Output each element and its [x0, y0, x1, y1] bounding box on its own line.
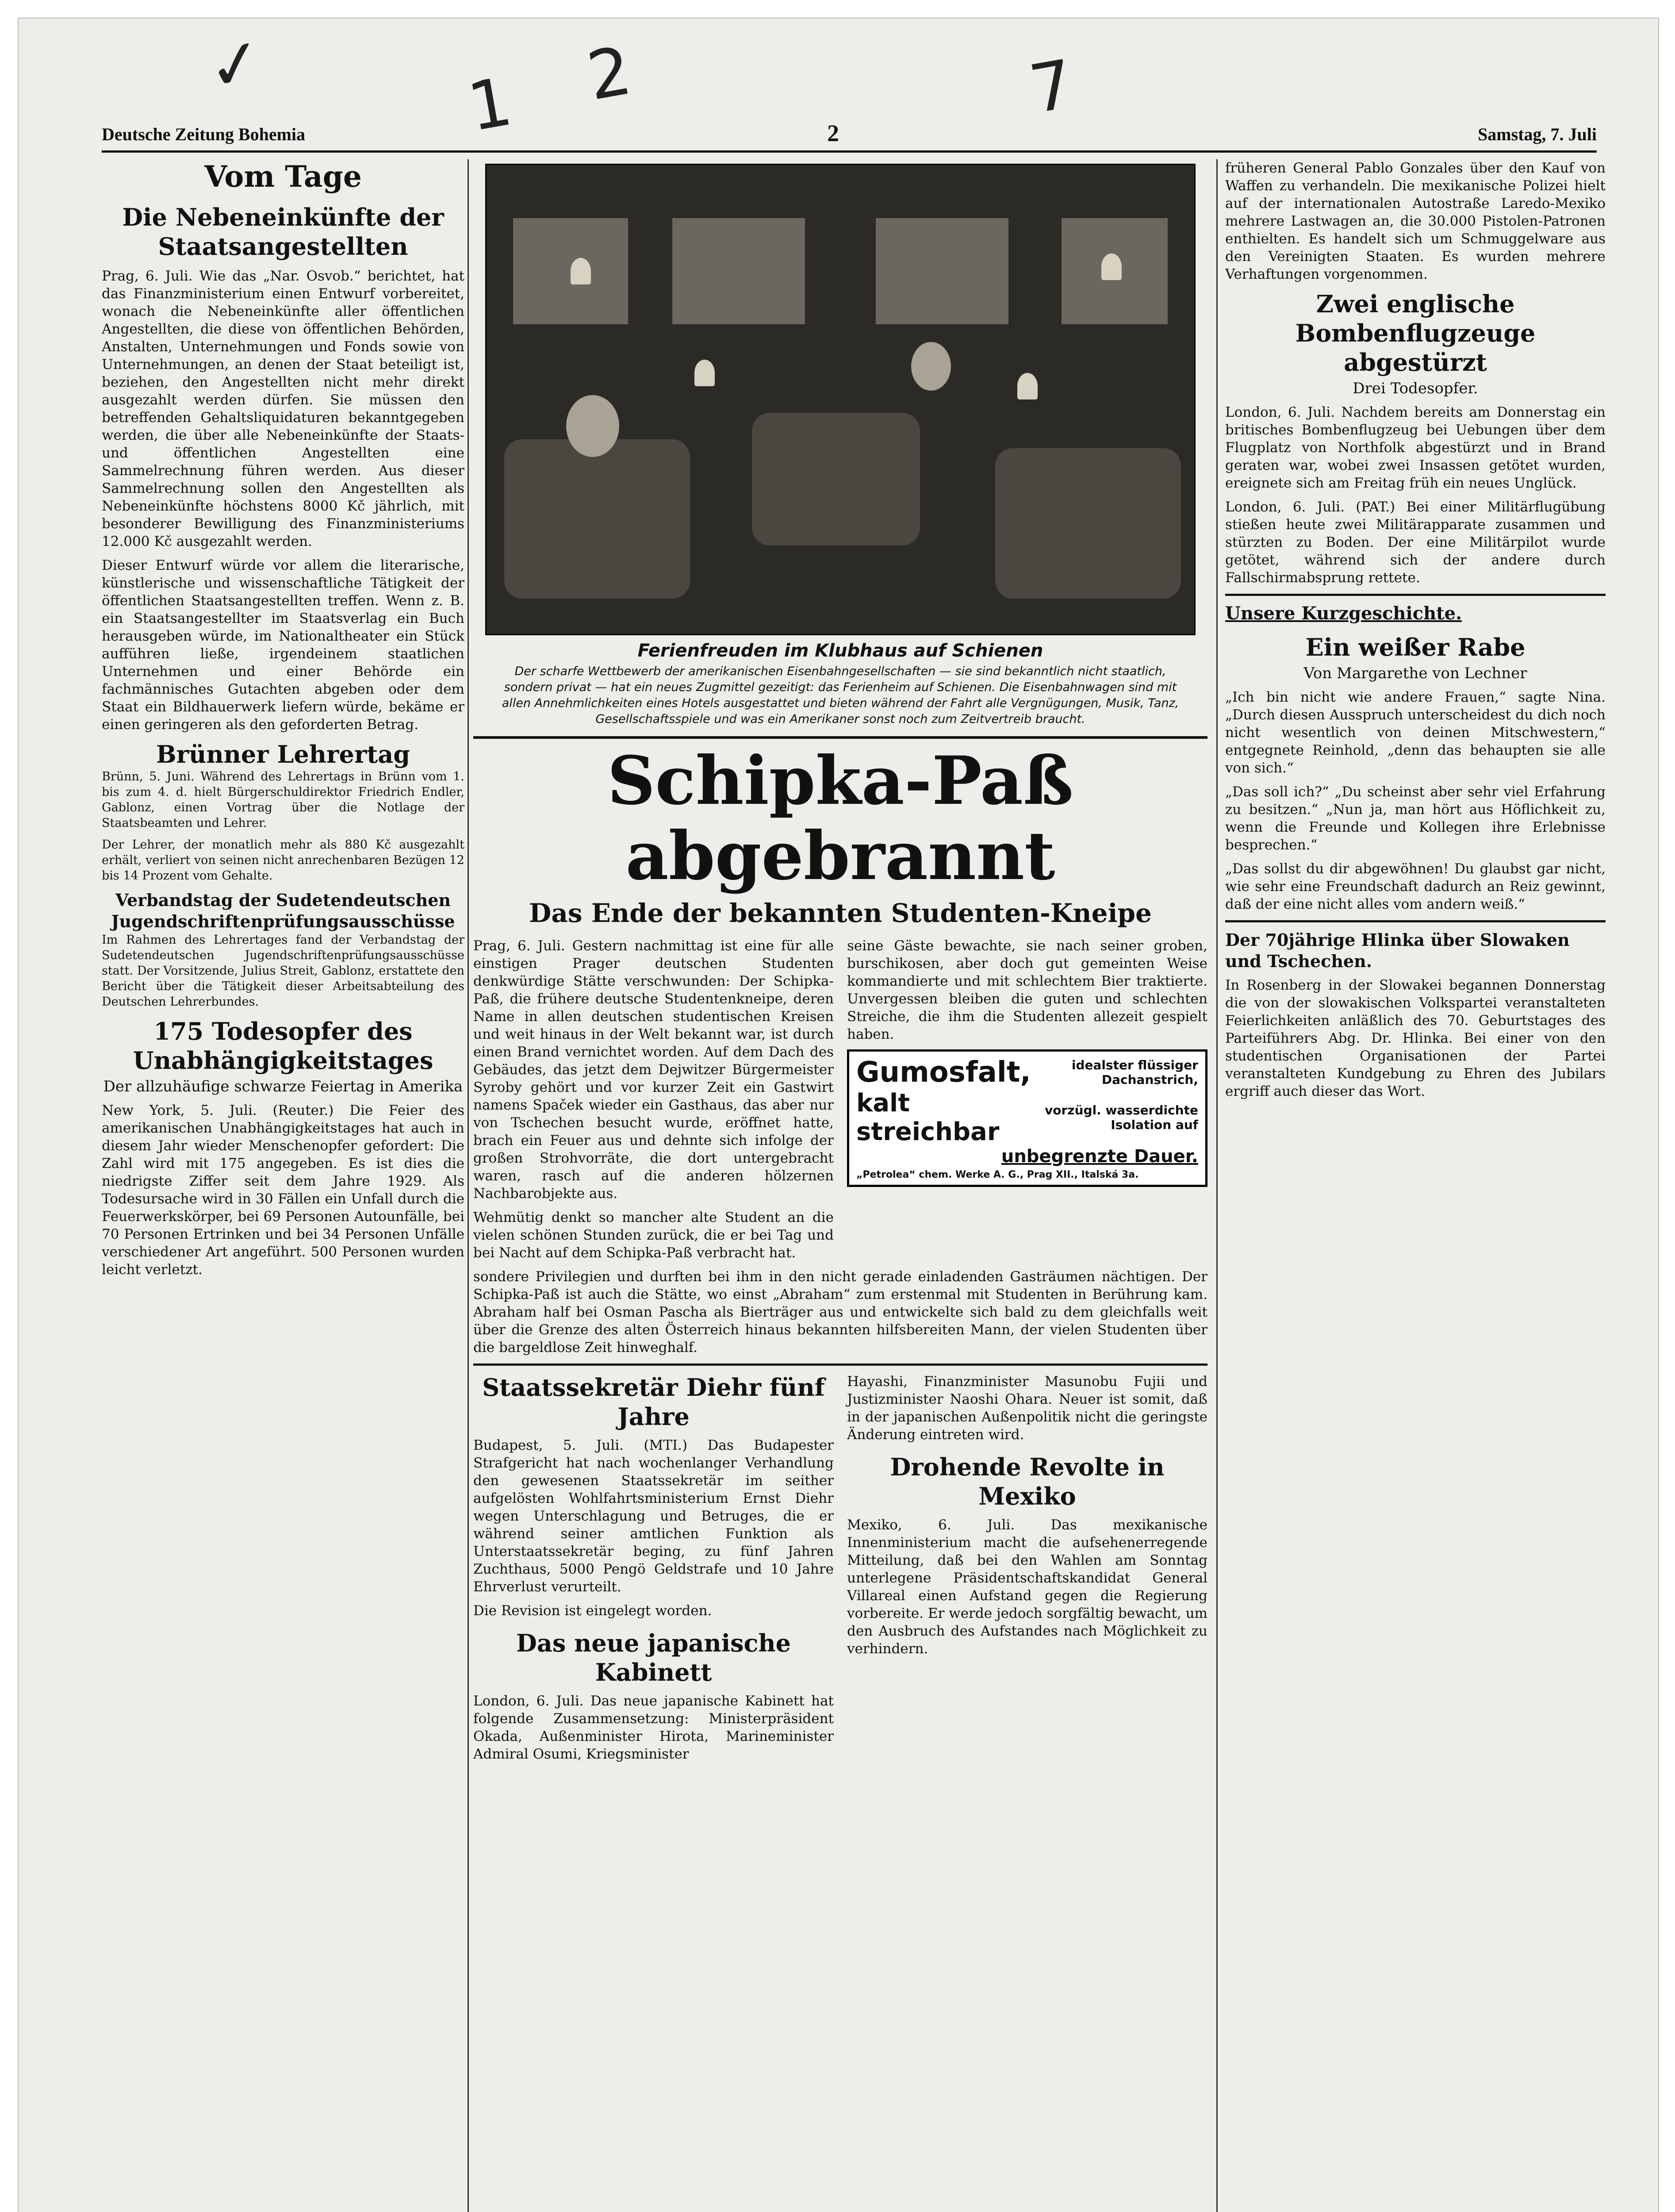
lamp-shape — [1017, 373, 1038, 399]
armchair-shape — [995, 448, 1181, 599]
divider — [1225, 594, 1606, 596]
article-paragraph: früheren General Pablo Gonzales über den Kauf von Waffen zu verhandeln. Die mexikanische Polizei hielt auf der internationalen Autostraße Laredo-Mexiko mehrere Lastwagen an, die 30.000 Pistolen-Patronen enthielten. Es handelt sich um Schmuggelware aus den Vereinigten Staaten. Es wurden mehrere Verhaftungen vorgenommen. — [1225, 160, 1606, 282]
article-subtitle: Der allzuhäufige schwarze Feiertag in Amerika — [103, 1078, 463, 1095]
photo-window — [672, 218, 805, 324]
article-paragraph: Dieser Entwurf würde vor allem die literarische, künstlerische und wissenschaftliche Tätigkeit der öffentlichen Staatsangestellten treffen. Wenn z. B. ein Staatsangestellter im Staatsverlag ein Buch herausgeben würde, im Nationaltheater ein Stück aufführen ließe, irgendeinem staatlichen Unternehmen und einer Behörde ein fachmännisches Gutachten abgeben oder dem Staat ein Bildhauerwerk liefern würde, bekäme er einen geringeren als den geforderten Betrag. — [102, 557, 464, 733]
photo-caption: Der scharfe Wettbewerb der amerikanischen Eisenbahngesellschaften — sie sind bekanntlich nicht staatlich, sondern privat — hat ein neues Zugmittel gezeitigt: das Ferienheim auf Schienen. Die Eisenbahnwagen sind mit allen Annehmlichkeiten eines Hotels ausgestattet und bieten während der Fahrt alle Vergnügungen, Musik, Tanz, Gesellschaftsspiele und was ein Amerikaner sonst noch zum Zeitvertreib braucht. — [502, 664, 1179, 726]
article-paragraph: Der Lehrer, der monatlich mehr als 880 Kč ausgezahlt erhält, verliert von seinen nicht anrechenbaren Bezügen 12 bis 14 Prozent vom Gehalte. — [102, 838, 464, 883]
article-author: Von Margarethe von Lechner — [1303, 664, 1527, 682]
column-divider — [1216, 159, 1218, 2212]
article-paragraph: London, 6. Juli. Nachdem bereits am Donnerstag ein britisches Bombenflugzeug bei Uebungen über dem Flugplatz von Northfolk abgestürzt und in Brand geraten war, wobei zwei Insassen getötet wurden, ereignete sich am Freitag früh ein neues Unglück. — [1225, 404, 1606, 491]
article-paragraph: New York, 5. Juli. (Reuter.) Die Feier des amerikanischen Unabhängigkeitstages hat auch in diesem Jahr wieder Menschenopfer gefordert: Die Zahl wird mit 175 angegeben. Es ist dies die niedrigste Ziffer seit dem Jahre 1929. Als Todesursache wird in 30 Fällen ein Unfall durch die Feuerwerkskörper, bei 69 Personen Autounfälle, bei 70 Personen Ertrinken und bei 34 Personen Unfälle verschiedener Art angeführt. 500 Personen wurden leicht verletzt. — [102, 1102, 464, 1278]
article-paragraph: Prag, 6. Juli. Gestern nachmittag ist eine für alle einstigen Prager deutschen Studenten denkwürdige Stätte verschwunden: Der Schipka-Paß, die frühere deutsche Studentenkneipe, deren Name in allen deutschen studentischen Kreisen und weit hinaus in der Welt bekannt war, ist durch einen Brand vernichtet worden. Auf dem Dach des Gebäudes, das jetzt dem Dejwitzer Bürgermeister Syroby gehört und vor kurzer Zeit ein Gastwirt namens Spaček wieder ein Gasthaus, das aber nur von Tschechen besucht wurde, eröffnet hatte, brach ein Feuer aus und dehnte sich infolge der großen Strohvorräte, die dort untergebracht waren, rasch auf die anderen hölzernen Nachbarobjekte aus. — [473, 938, 834, 1202]
article-paragraph: Im Rahmen des Lehrertages fand der Verbandstag der Sudetendeutschen Jugendschriftenprüfungsausschüsse statt. Der Vorsitzende, Julius Streit, Gablonz, erstattete den Bericht über die Tätigkeit dieser Arbeitsabteilung des Deutschen Lehrerbundes. — [102, 933, 464, 1009]
article-paragraph: Hayashi, Finanzminister Masunobu Fujii und Justizminister Naoshi Ohara. Neuer ist somit, daß in der japanischen Außenpolitik nicht die geringste Änderung eintreten wird. — [847, 1374, 1207, 1443]
left-column — [102, 159, 464, 2212]
section-label-kurzgeschichte: Unsere Kurzgeschichte. — [1225, 603, 1462, 624]
lower-middle-articles — [473, 1373, 1207, 1769]
armchair-shape — [752, 413, 920, 545]
ad-tagline: vorzügl. wasserdichte Isolation auf — [1045, 1103, 1198, 1132]
article-paragraph: „Ich bin nicht wie andere Frauen,“ sagte Nina. „Durch diesen Ausspruch unterscheidest du dich noch nicht wesentlich von deinen Mitschwestern,“ entgegnete Reinhold, „denn das behaupten sie alle von sich.“ — [1225, 689, 1606, 776]
article-title-weisser-rabe: Ein weißer Rabe — [1305, 633, 1526, 661]
page-number: 2 — [827, 120, 839, 146]
middle-column — [473, 159, 1207, 2212]
armchair-shape — [504, 439, 690, 599]
section-title-vom-tage: Vom Tage — [204, 159, 362, 194]
article-paragraph: Die Revision ist eingelegt worden. — [473, 1603, 712, 1619]
ad-brand: Gumosfalt, — [856, 1056, 1031, 1089]
article-paragraph: In Rosenberg in der Slowakei begannen Donnerstag die von der slowakischen Volkspartei veranstalteten Feierlichkeiten anläßlich des 70. Geburtstages des Parteiführers Abg. Dr. Hlinka. Bei einer von den studentischen Organisationen der Partei veranstalteten Kundgebung zu Ehren des Jubilars ergriff auch dieser das Wort. — [1225, 977, 1606, 1099]
headline-schipka: Schipka-Paß abgebrannt — [607, 742, 1073, 895]
divider — [1225, 920, 1606, 922]
article-paragraph: seine Gäste bewachte, sie nach seiner groben, burschikosen, aber doch gut gemeinten Weise kommandierte und mit schlechtem Bier traktierte. Unvergessen bleiben die guten und schlechten Streiche, die ihm die Studenten allezeit gespielt haben. — [847, 938, 1207, 1042]
article-title-diehr: Staatssekretär Diehr fünf Jahre — [482, 1373, 825, 1431]
article-paragraph: Wehmütig denkt so mancher alte Student an die vielen schönen Stunden zurück, die er bei Tag und bei Nacht auf dem Schipka-Paß verbracht hat. — [473, 1210, 834, 1261]
column-divider — [468, 159, 469, 2212]
photo-window — [876, 218, 1008, 324]
article-paragraph: Prag, 6. Juli. Wie das „Nar. Osvob.“ berichtet, hat das Finanzministerium einen Entwurf vorbereitet, wonach die Nebeneinkünfte aller öffentlichen Angestellten, die diese von öffentlichen Behörden, Anstalten, Unternehmungen und Fonds sowie von Unternehmungen, an denen der Staat beteiligt ist, beziehen, den Angestellten nicht mehr direkt ausgezahlt werden dürfen. Sie müssen den betreffenden Gehaltsliquidaturen bekanntgegeben werden, die über alle Nebeneinkünfte der Staats- und öffentlichen Angestellten eine Sammelrechnung führen werden. Aus dieser Sammelrechnung sollen den Angestellten als Nebeneinkünfte höchstens 8000 Kč jährlich, mit besonderer Bewilligung des Finanzministeriums 12.000 Kč ausgezahlt werden. — [102, 268, 464, 549]
article-paragraph: „Das sollst du dir abgewöhnen! Du glaubst gar nicht, wie sehr eine Freundschaft dadurch an Reiz gewinnt, daß der eine nicht alles vom andern weiß.“ — [1225, 861, 1606, 912]
headline-subtitle: Das Ende der bekannten Studenten-Kneipe — [529, 898, 1152, 928]
article-paragraph: „Das soll ich?“ „Du scheinst aber sehr viel Erfahrung zu besitzen.“ „Nun ja, man hört aus Höflichkeit zu, wenn die Freunde und Kollegen ihre Erlebnisse besprechen.“ — [1225, 784, 1606, 853]
article-title-mexiko: Drohende Revolte in Mexiko — [890, 1453, 1165, 1510]
lamp-shape — [694, 360, 715, 386]
handwritten-number-1: 1 — [462, 63, 517, 146]
page-header — [102, 119, 1597, 153]
person-shape — [911, 342, 951, 391]
ad-tagline: idealster flüssiger Dachanstrich, — [1071, 1058, 1198, 1087]
right-column — [1225, 159, 1606, 2212]
check-mark: ✓ — [201, 22, 270, 108]
lamp-shape — [1101, 253, 1122, 280]
handwritten-number-7: 7 — [1024, 46, 1079, 129]
article-paragraph: Brünn, 5. Juni. Während des Lehrertags in Brünn vom 1. bis zum 4. d. hielt Bürgerschuldirektor Friedrich Endler, Gablonz, einen Vortrag über die Notlage der Staatsbeamten und Lehrer. — [102, 770, 464, 830]
klubhaus-photo — [485, 164, 1196, 635]
article-paragraph: sondere Privilegien und durften bei ihm in den nicht gerade einladenden Gasträumen nächtigen. Der Schipka-Paß ist auch die Stätte, wo einst „Abraham“ zum erstenmal mit Studenten in Berührung kam. Abraham half bei Osman Pascha als Bierträger aus und entwickelte sich bald zu dem gleichfalls weit über die Grenze des alten Österreich hinaus bekannten hilfsbereiten Mann, der vielen Studenten über die bargeldlose Zeit hinweghalf. — [473, 1269, 1207, 1356]
article-title-hlinka: Der 70jährige Hlinka über Slowaken und Tschechen. — [1225, 930, 1570, 971]
article-paragraph: London, 6. Juli. Das neue japanische Kabinett hat folgende Zusammensetzung: Ministerpräsident Okada, Außenminister Hirota, Marineminister Admiral Osumi, Kriegsminister — [473, 1693, 834, 1762]
article-paragraph: London, 6. Juli. (PAT.) Bei einer Militärflugübung stießen heute zwei Militärapparate zusammen und stürzten zu Boden. Der eine Militärpilot wurde getötet, während sich der andere durch Fallschirmabsprung rettete. — [1225, 499, 1606, 586]
article-title-todesopfer: 175 Todesopfer des Unabhängigkeitstages — [133, 1017, 433, 1075]
lamp-shape — [571, 258, 591, 284]
handwritten-number-2: 2 — [582, 32, 637, 115]
divider — [473, 736, 1207, 739]
header-date: Samstag, 7. Juli — [1478, 124, 1597, 144]
divider — [473, 1363, 1207, 1366]
person-shape — [566, 395, 619, 457]
ad-claim: unbegrenzte Dauer. — [1001, 1146, 1198, 1167]
ad-line: kalt streichbar — [856, 1089, 1000, 1146]
article-title-lehrertag: Brünner Lehrertag — [156, 740, 410, 768]
article-title-japan: Das neue japanische Kabinett — [516, 1629, 791, 1686]
article-paragraph: Mexiko, 6. Juli. Das mexikanische Innenministerium macht die aufsehenerregende Mitteilung, daß bei den Wahlen am Sonntag unterlegene Präsidentschaftskandidat General Villareal einen Aufstand gegen die Regierung vorbereite. Er werde jedoch sorgfältig bewacht, um den Ausbruch des Aufstandes nach Möglichkeit zu verhindern. — [847, 1517, 1207, 1657]
article-paragraph: Budapest, 5. Juli. (MTI.) Das Budapester Strafgericht hat nach wochenlanger Verhandlung den gewesenen Staatssekretär im seither aufgelösten Wohlfahrtsministerium Ernst Diehr wegen Unterschlagung und Betruges, die er während seiner amtlichen Funktion als Unterstaatssekretär beging, zu fünf Jahren Zuchthaus, 5000 Pengö Geldstrafe und 10 Jahre Ehrverlust verurteilt. — [473, 1437, 834, 1595]
photo-caption-title: Ferienfreuden im Klubhaus auf Schienen — [637, 641, 1043, 661]
ad-company: „Petrolea“ chem. Werke A. G., Prag XII., Italská 3a. — [856, 1169, 1139, 1180]
article-title-verbandstag: Verbandstag der Sudetendeutschen Jugendschriftenprüfungsausschüsse — [111, 890, 455, 931]
schipka-article — [473, 937, 1207, 1268]
article-title-bombenflugzeuge: Zwei englische Bombenflugzeuge abgestürzt — [1295, 290, 1536, 376]
gumosfalt-advertisement — [847, 1049, 1207, 1187]
newspaper-name: Deutsche Zeitung Bohemia — [102, 124, 305, 144]
article-subtitle: Drei Todesopfer. — [1353, 380, 1478, 397]
article-title-nebeneinkuenfte: Die Nebeneinkünfte der Staatsangestellten — [122, 203, 444, 261]
